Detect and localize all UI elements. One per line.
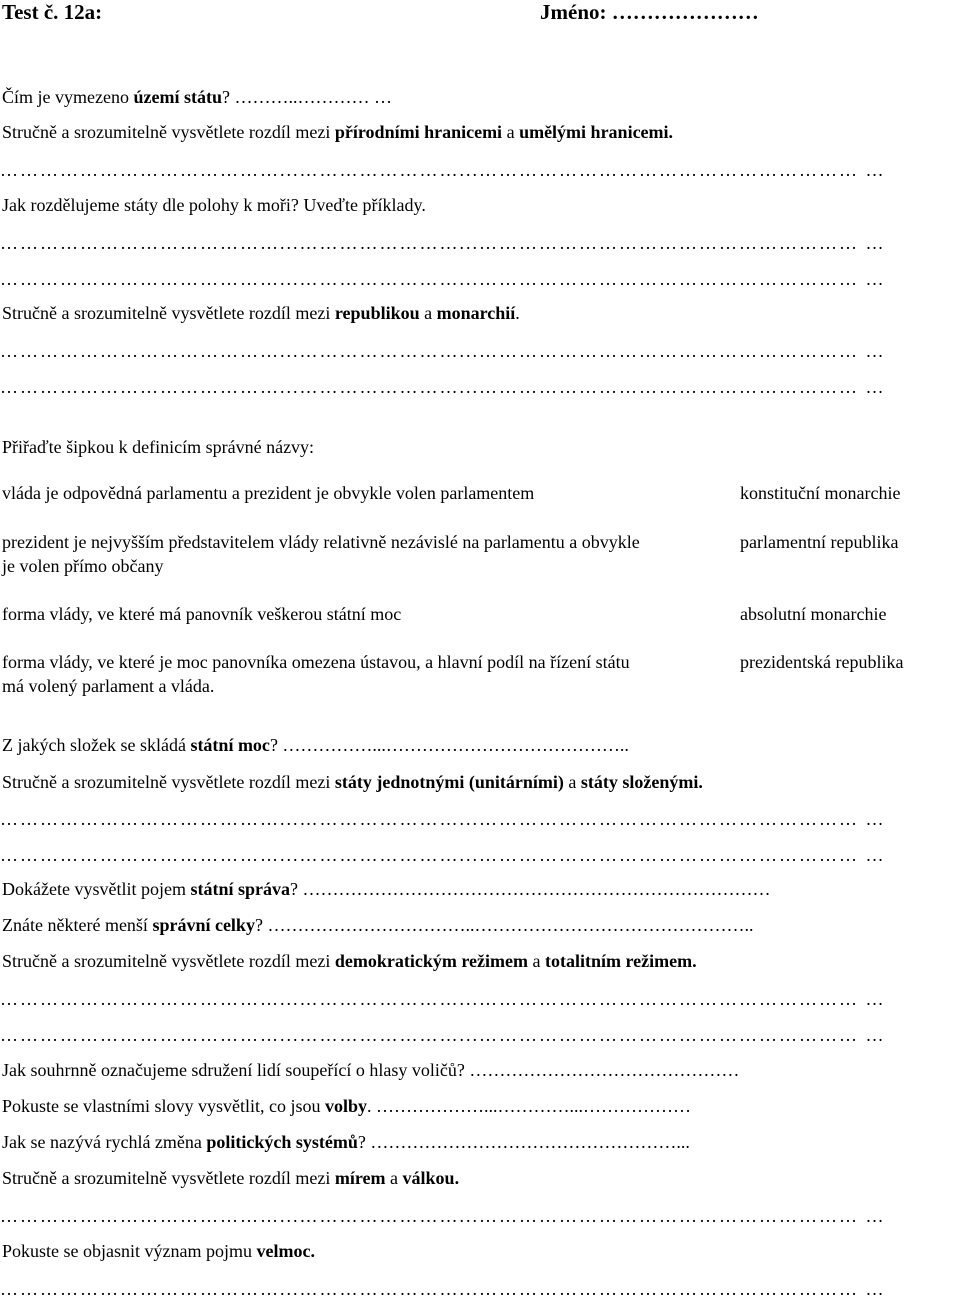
term-constitutional-monarchy[interactable]: konstituční monarchie — [740, 483, 901, 503]
question-peace-war: Stručně a srozumitelně vysvětlete rozdíl mezi mírem a válkou. — [2, 1168, 460, 1188]
answer-line[interactable]: ……………………………………...……………………...………………………………………………… … — [0, 1279, 886, 1299]
answer-line[interactable]: ……………………………………...……………………...………………………………………………… … — [0, 341, 886, 361]
definition-3[interactable]: forma vlády, ve které má panovník veškerou státní moc — [2, 604, 402, 624]
answer-line[interactable]: ……………………………………...……………………...………………………………………………… … — [0, 1025, 886, 1045]
term-absolute-monarchy[interactable]: absolutní monarchie — [740, 604, 887, 624]
definition-2[interactable]: prezident je nejvyšším představitelem vlády relativně nezávislé na parlamentu a obvykle je volen přímo občany — [2, 532, 640, 576]
answer-line[interactable]: ……………………………………...……………………...………………………………………………… … — [0, 845, 886, 865]
answer-line[interactable]: ……………………………………...……………………...………………………………………………… … — [0, 1206, 886, 1226]
matching-instruction: Přiřaďte šipkou k definicím správné názvy: — [2, 437, 315, 457]
question-borders: Stručně a srozumitelně vysvětlete rozdíl mezi přírodními hranicemi a umělými hranicemi. — [2, 122, 674, 142]
term-presidential-republic[interactable]: prezidentská republika — [740, 652, 904, 672]
question-system-change: Jak se nazývá rychlá změna politických systémů? ……………………………………………... — [2, 1132, 690, 1152]
answer-line[interactable]: ……………………………………...……………………...………………………………………………… … — [0, 160, 886, 180]
definition-1[interactable]: vláda je odpovědná parlamentu a prezident je obvykle volen parlamentem — [2, 483, 535, 503]
question-state-power: Z jakých složek se skládá státní moc? ……………...………………………………….. — [2, 735, 629, 755]
name-field-label[interactable]: Jméno: ………………… — [540, 0, 759, 24]
question-superpower: Pokuste se objasnit význam pojmu velmoc. — [2, 1241, 315, 1261]
question-administrative-units: Znáte některé menší správní celky? ……………………………..……………………………………….. — [2, 915, 754, 935]
question-political-parties: Jak souhrnně označujeme sdružení lidí soupeřící o hlasy voličů? ……………………………………… — [2, 1060, 740, 1080]
answer-line[interactable]: ……………………………………...……………………...………………………………………………… … — [0, 989, 886, 1009]
answer-line[interactable]: ……………………………………...……………………...………………………………………………… … — [0, 233, 886, 253]
question-democratic-totalitarian: Stručně a srozumitelně vysvětlete rozdíl mezi demokratickým režimem a totalitním režimem. — [2, 951, 697, 971]
test-number-label: Test č. 12a: — [2, 0, 103, 24]
question-elections: Pokuste se vlastními slovy vysvětlit, co jsou volby. ………………...…………...……………… — [2, 1096, 692, 1116]
answer-line[interactable]: ……………………………………...……………………...………………………………………………… … — [0, 269, 886, 289]
answer-line[interactable]: ……………………………………...……………………...………………………………………………… … — [0, 809, 886, 829]
question-republic-monarchy: Stručně a srozumitelně vysvětlete rozdíl mezi republikou a monarchií. — [2, 303, 520, 323]
question-unitary-composite: Stručně a srozumitelně vysvětlete rozdíl mezi státy jednotnými (unitárními) a státy složenými. — [2, 772, 703, 792]
question-territory: Čím je vymezeno území státu? ………..………… … — [2, 87, 392, 107]
term-parliamentary-republic[interactable]: parlamentní republika — [740, 532, 899, 552]
question-sea-position: Jak rozdělujeme státy dle polohy k moři? Uveďte příklady. — [2, 195, 426, 215]
question-state-administration: Dokážete vysvětlit pojem státní správa? …………………………………………………………………… — [2, 879, 771, 899]
definition-4[interactable]: forma vlády, ve které je moc panovníka omezena ústavou, a hlavní podíl na řízení státu má volený parlament a vláda. — [2, 652, 630, 696]
answer-line[interactable]: ……………………………………...……………………...………………………………………………… … — [0, 377, 886, 397]
